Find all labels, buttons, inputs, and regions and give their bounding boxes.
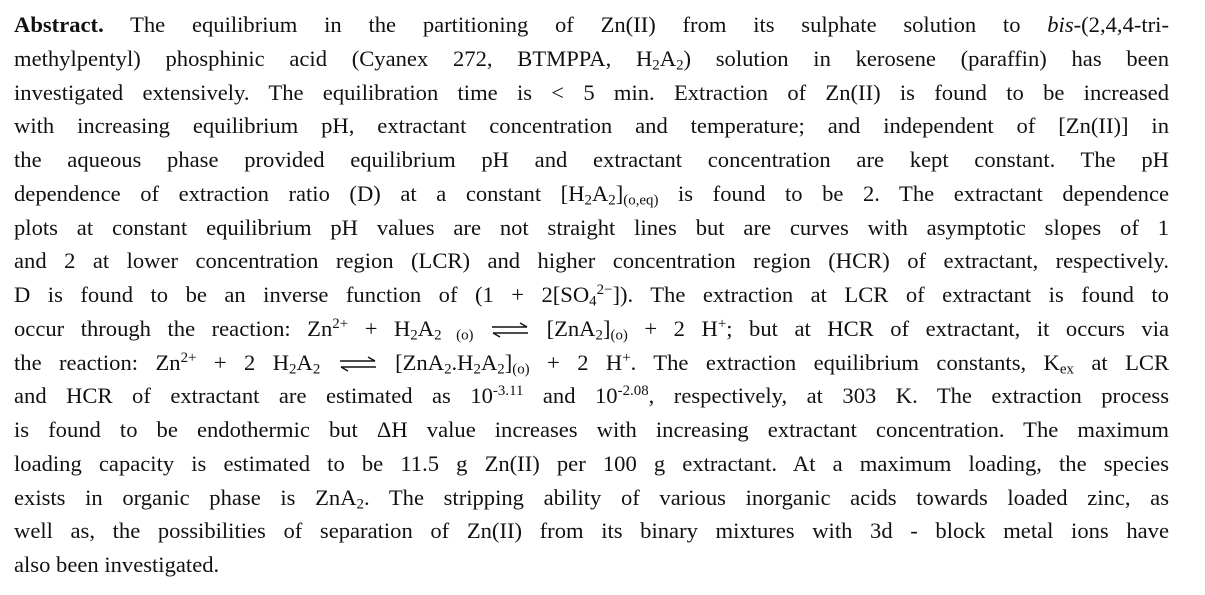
text-run: and 10: [523, 383, 618, 409]
subscript: (o): [610, 327, 628, 344]
abstract-line: [14, 211, 1169, 245]
abstract-line: [14, 143, 1169, 177]
text-run: loading capacity is estimated to be 11.5 g Zn(II) per 100 g extractant. At a maximum loading, the species: [14, 450, 1169, 476]
subscript: 2: [289, 361, 297, 378]
abstract-paragraph: [14, 8, 1169, 582]
abstract-line: [14, 548, 1169, 582]
subscript: 2: [444, 361, 452, 378]
subscript: (o): [512, 361, 530, 378]
text-run: exists in organic phase is ZnA: [14, 484, 357, 510]
text-run: + 2 H: [196, 349, 290, 375]
text-run: A: [296, 349, 313, 375]
text-run: [ZnA: [546, 315, 596, 341]
text-run: methylpentyl) phosphinic acid (Cyanex 272, BTMPPA, H: [14, 45, 653, 71]
superscript: 2+: [180, 349, 197, 366]
text-run: + H: [348, 315, 411, 341]
text-run: occur through the reaction: Zn: [14, 315, 333, 341]
abstract-line: [14, 244, 1169, 278]
text-run: The equilibrium in the partitioning of Zn(II) from its sulphate solution to: [103, 12, 1048, 37]
text-run: .H: [451, 349, 474, 375]
text-run: . The extraction equilibrium constants, K: [630, 349, 1060, 375]
abstract-line: [14, 8, 1169, 42]
text-run: ]: [602, 315, 611, 341]
abstract-line: [14, 312, 1169, 346]
abstract-line: [14, 413, 1169, 447]
text-run: -(2,4,4-tri-: [1073, 12, 1169, 37]
abstract-line: [14, 514, 1169, 548]
abstract-line: [14, 481, 1169, 515]
abstract-label: Abstract.: [14, 12, 104, 37]
subscript: 2: [584, 192, 592, 209]
equilibrium-arrow-icon: [490, 322, 530, 338]
italic-text: bis: [1047, 12, 1074, 37]
superscript: -2.08: [617, 383, 649, 400]
superscript: 2−: [596, 281, 613, 298]
subscript: 2: [312, 361, 321, 378]
superscript: +: [622, 349, 631, 366]
equilibrium-arrow-icon: [338, 356, 378, 372]
text-run: is found to be endothermic but ΔH value increases with increasing extractant concentration. The maximum: [14, 417, 1169, 442]
text-run: ) solution in kerosene (paraffin) has been: [683, 45, 1169, 71]
text-run: + 2 H: [529, 349, 623, 375]
subscript: 4: [589, 293, 597, 310]
text-run: [ZnA: [395, 349, 445, 375]
text-run: , respectively, at 303 K. The extraction process: [648, 383, 1169, 409]
text-run: investigated extensively. The equilibration time is < 5 min. Extraction of Zn(II) is found to be increased: [14, 79, 1169, 105]
text-run: A: [591, 180, 609, 206]
subscript: 2: [652, 57, 660, 74]
text-run: is found to be 2. The extractant dependence: [658, 180, 1169, 206]
text-run: with increasing equilibrium pH, extractant concentration and temperature; and independent of [Zn(II)] in: [14, 113, 1169, 139]
superscript: +: [717, 315, 727, 332]
abstract-line: [14, 76, 1169, 110]
text-run: dependence of extraction ratio (D) at a constant [H: [14, 180, 585, 206]
text-run: and HCR of extractant are estimated as 10: [14, 383, 493, 409]
abstract-line: [14, 177, 1169, 211]
abstract-line: [14, 278, 1169, 312]
subscript: 2: [497, 361, 505, 378]
subscript: 2: [410, 327, 418, 344]
subscript: 2: [434, 327, 442, 344]
text-run: also been investigated.: [14, 552, 220, 577]
superscript: -3.11: [492, 383, 524, 400]
subscript: 2: [595, 327, 603, 344]
superscript: 2+: [332, 315, 349, 332]
abstract-line: [14, 379, 1169, 413]
text-run: at LCR: [1073, 349, 1170, 375]
subscript: (o,eq): [623, 192, 659, 209]
text-run: plots at constant equilibrium pH values are not straight lines but are curves with asymptotic slopes of 1: [14, 214, 1169, 240]
abstract-line: [14, 447, 1169, 481]
abstract-line: [14, 109, 1169, 143]
subscript: 2: [356, 496, 364, 513]
abstract-line: [14, 346, 1169, 380]
subscript: 2: [676, 57, 684, 74]
text-run: the reaction: Zn: [14, 349, 181, 375]
abstract-line: [14, 42, 1169, 76]
text-run: the aqueous phase provided equilibrium pH and extractant concentration are kept constant. The pH: [14, 147, 1169, 172]
subscript: 2: [473, 361, 481, 378]
text-run: ]). The extraction at LCR of extractant is found to: [612, 282, 1169, 307]
text-run: A: [417, 315, 435, 341]
text-run: D is found to be an inverse function of (1 + 2[SO: [14, 282, 590, 307]
text-run: ]: [504, 349, 513, 375]
text-run: and 2 at lower concentration region (LCR) and higher concentration region (HCR) of extractant, respectively.: [14, 248, 1169, 274]
subscript: 2: [608, 192, 616, 209]
text-run: + 2 H: [627, 315, 718, 341]
subscript: ex: [1059, 361, 1074, 378]
text-run: well as, the possibilities of separation of Zn(II) from its binary mixtures with 3d - block metal ions have: [14, 518, 1169, 544]
text-run: ]: [615, 180, 624, 206]
text-run: ; but at HCR of extractant, it occurs via: [726, 315, 1169, 341]
text-run: . The stripping ability of various inorganic acids towards loaded zinc, as: [363, 484, 1169, 510]
subscript: (o): [441, 327, 474, 344]
text-run: A: [480, 349, 498, 375]
text-run: A: [659, 45, 677, 71]
